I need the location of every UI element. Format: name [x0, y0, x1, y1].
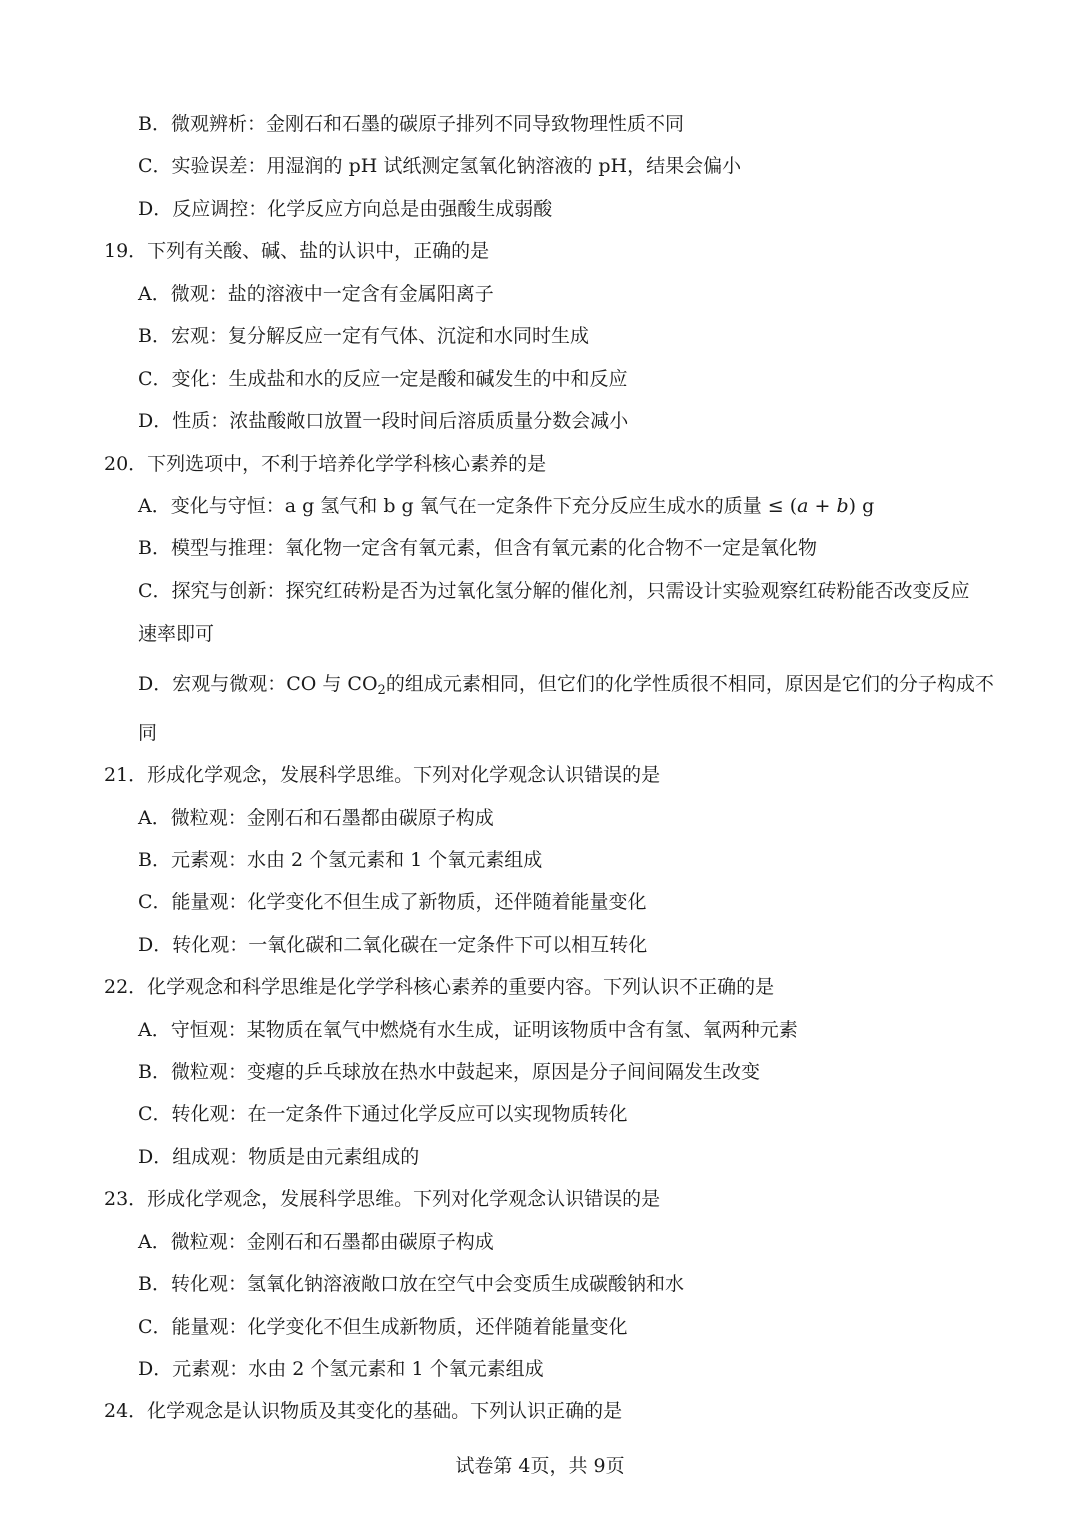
q21-option-d: D．转化观：一氧化碳和二氧化碳在一定条件下可以相互转化	[138, 934, 648, 956]
question-21: 21．形成化学观念，发展科学思维。下列对化学观念认识错误的是	[104, 764, 661, 786]
q21-option-b: B．元素观：水由 2 个氢元素和 1 个氧元素组成	[138, 849, 543, 871]
q22-option-c: C．转化观：在一定条件下通过化学反应可以实现物质转化	[138, 1103, 628, 1125]
q18-option-c: C．实验误差：用湿润的 pH 试纸测定氢氧化钠溶液的 pH，结果会偏小	[138, 155, 742, 177]
question-23: 23．形成化学观念，发展科学思维。下列对化学观念认识错误的是	[104, 1188, 661, 1210]
question-19: 19．下列有关酸、碱、盐的认识中，正确的是	[104, 240, 490, 262]
question-20: 20．下列选项中，不利于培养化学学科核心素养的是	[104, 453, 547, 475]
q20-option-d-text-rest: 的组成元素相同，但它们的化学性质很不相同，原因是它们的分子构成不	[385, 673, 994, 695]
math-var-a: a	[797, 495, 809, 517]
q20-option-a	[138, 493, 874, 519]
q22-option-b: B．微粒观：变瘪的乒乓球放在热水中鼓起来，原因是分子间间隔发生改变	[138, 1061, 760, 1083]
page-footer: 试卷第 4页，共 9页	[455, 1455, 625, 1477]
q19-option-c: C．变化：生成盐和水的反应一定是酸和碱发生的中和反应	[138, 368, 628, 390]
q20-option-c-continued: 速率即可	[138, 623, 215, 645]
q19-option-d: D．性质：浓盐酸敞口放置一段时间后溶质质量分数会减小	[138, 410, 629, 432]
q20-option-d-continued: 同	[138, 722, 158, 744]
q23-option-a: A．微粒观：金刚石和石墨都由碳原子构成	[138, 1231, 494, 1253]
q18-option-b: B．微观辨析：金刚石和石墨的碳原子排列不同导致物理性质不同	[138, 113, 684, 135]
q22-option-d: D．组成观：物质是由元素组成的	[138, 1146, 420, 1168]
q20-option-a-text: A．变化与守恒：a g 氢气和 b g 氧气在一定条件下充分反应生成水的质量 ≤ (	[138, 495, 798, 517]
q22-option-a: A．守恒观：某物质在氧气中燃烧有水生成，证明该物质中含有氢、氧两种元素	[138, 1019, 798, 1041]
q20-option-b: B．模型与推理：氧化物一定含有氧元素，但含有氧元素的化合物不一定是氧化物	[138, 537, 817, 559]
question-22: 22．化学观念和科学思维是化学学科核心素养的重要内容。下列认识不正确的是	[104, 976, 775, 998]
q21-option-a: A．微粒观：金刚石和石墨都由碳原子构成	[138, 807, 494, 829]
q20-option-c: C．探究与创新：探究红砖粉是否为过氧化氢分解的催化剂，只需设计实验观察红砖粉能否改变反应	[138, 580, 970, 602]
q23-option-d: D．元素观：水由 2 个氢元素和 1 个氧元素组成	[138, 1358, 544, 1380]
question-24: 24．化学观念是认识物质及其变化的基础。下列认识正确的是	[104, 1400, 623, 1422]
q18-option-d: D．反应调控：化学反应方向总是由强酸生成弱酸	[138, 198, 553, 220]
q20-option-d	[138, 671, 994, 697]
q23-option-c: C．能量观：化学变化不但生成新物质，还伴随着能量变化	[138, 1316, 628, 1338]
q20-option-a-unit: ) g	[848, 495, 875, 517]
subscript-2: 2	[377, 683, 386, 698]
q19-option-a: A．微观：盐的溶液中一定含有金属阳离子	[138, 283, 494, 305]
q21-option-c: C．能量观：化学变化不但生成了新物质，还伴随着能量变化	[138, 891, 647, 913]
math-var-b: b	[836, 495, 849, 517]
q19-option-b: B．宏观：复分解反应一定有气体、沉淀和水同时生成	[138, 325, 589, 347]
q23-option-b: B．转化观：氢氧化钠溶液敞口放在空气中会变质生成碳酸钠和水	[138, 1273, 684, 1295]
q20-option-d-text: D．宏观与微观：CO 与 CO	[138, 673, 378, 695]
math-plus: +	[808, 495, 837, 517]
